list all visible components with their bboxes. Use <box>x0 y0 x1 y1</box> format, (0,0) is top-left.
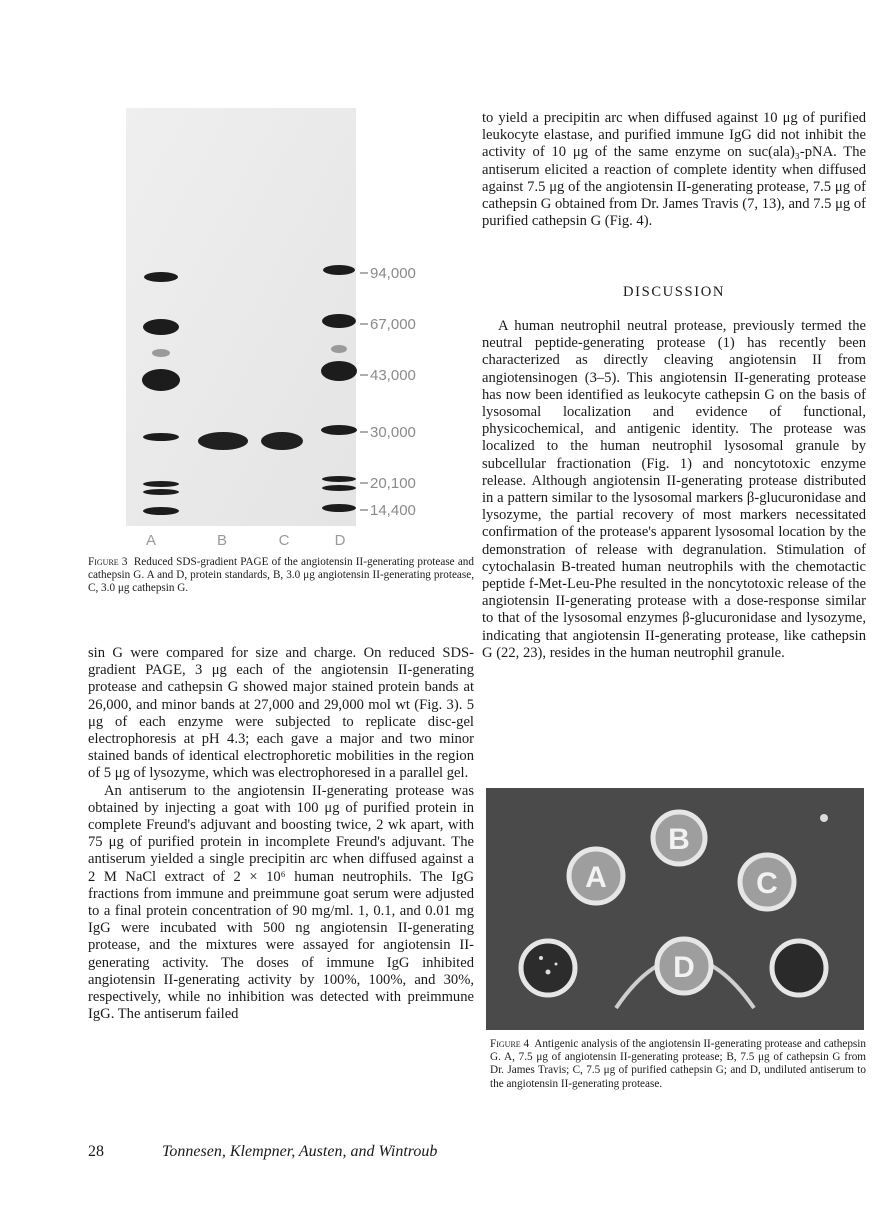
band <box>143 507 179 515</box>
lane-label: D <box>334 532 346 548</box>
paragraph: to yield a precipitin arc when diffused against 10 μg of purified leukocyte elastase, and purified immune IgG did not inhibit the activity of 10 μg of the same enzyme on suc(ala)₃-pNA. The antiserum elicited a reaction of complete identity when diffused against 7.5 μg of the angiotensin II-generating protease, 7.5 μg of cathepsin G obtained from Dr. James Travis (7, 13), and 7.5 μg of purified cathepsin G (Fig. 4). <box>482 110 866 230</box>
band <box>321 361 357 381</box>
marker-label: 30,000 <box>370 424 416 441</box>
well-label: C <box>756 867 778 900</box>
speck <box>539 956 543 960</box>
band <box>144 272 178 282</box>
well-label: B <box>668 823 690 856</box>
lane-label: B <box>216 532 228 548</box>
band <box>143 489 179 495</box>
marker-label: 94,000 <box>370 265 416 282</box>
paragraph: A human neutrophil neutral protease, previously termed the neutral peptide-generating protease (1) has recently been characterized as directly cleaving angiotensin II from angiotensinogen (3–5). This angiotensin II-generating protease has now been identified as leukocyte cathepsin G on the basis of lysosomal localization and evidence of functional, physicochemical, and antigenic identity. The protease was localized to the human neutrophil lysosomal granule by subcellular fractionation (Fig. 1) and noncytotoxic enzyme release. Although angiotensin II-generating protease distributed in a pattern similar to the lysosomal markers β-glucuronidase and lysozyme, the partial recovery of most markers necessitated confirmation of the protease's apparent lysosomal location by the demonstration of release with degranulation. Stimulation of cytochalasin B-treated human neutrophils with the chemotactic peptide f-Met-Leu-Phe resulted in the noncytotoxic release of the angiotensin II-generating protease with a dose-response similar to that of the lysosomal enzymes β-glucuronidase and lysozyme, indicating that angiotensin II-generating protease, like cathepsin G (22, 23), resides in the human neutrophil granule. <box>482 318 866 661</box>
speck <box>546 970 551 975</box>
paragraph: An antiserum to the angiotensin II-generating protease was obtained by injecting a goat with 100 μg of purified protein in complete Freund's adjuvant and boosting twice, 2 wk apart, with 75 μg of purified protein in incomplete Freund's adjuvant. The antiserum yielded a single precipitin arc when diffused against a 2 M NaCl extract of 2 × 10⁶ human neutrophils. The IgG fractions from immune and preimmune goat serum were adjusted to a final protein concentration of 90 mg/ml. 1, 0.1, and 0.01 mg IgG were incubated with 500 ng angiotensin II-generating protease, and the mixtures were assayed for angiotensin II-generating activity. The doses of immune IgG inhibited angiotensin II-generating activity by 100%, 100%, and 30%, respectively, while no inhibition was detected with preimmune IgG. The antiserum failed <box>88 782 474 1023</box>
band <box>322 476 356 482</box>
well-label: A <box>585 861 607 894</box>
gel-background <box>126 108 356 526</box>
section-heading: DISCUSSION <box>623 284 725 300</box>
speck <box>555 963 558 966</box>
figure-4-immunodiffusion <box>486 788 864 1030</box>
band <box>143 319 179 335</box>
paragraph: sin G were compared for size and charge. On reduced SDS-gradient PAGE, 3 μg each of the angiotensin II-generating protease and cathepsin G showed major stained protein bands at 26,000, and minor bands at 27,000 and 29,000 mol wt (Fig. 3). 5 μg of each enzyme were subjected to replicate disc-gel electrophoresis at pH 4.3; each gave a major and two minor stained bands of identical electrophoretic mobilities in the region of 5 μg of lysozyme, which was electrophoresed in a parallel gel. <box>88 645 474 782</box>
right-column-text <box>482 110 866 230</box>
caption-text: Reduced SDS-gradient PAGE of the angiotensin II-generating protease and cathepsin G. A and D, protein standards, B, 3.0 μg angiotensin II-generating protease, C, 3.0 μg cathepsin G. <box>88 556 474 595</box>
band <box>142 369 180 391</box>
band <box>322 485 356 491</box>
running-authors: Tonnesen, Klempner, Austen, and Wintroub <box>162 1143 438 1160</box>
well-empty-left <box>521 941 575 995</box>
lane-label: A <box>145 532 157 548</box>
band <box>322 314 356 328</box>
faint-band <box>331 345 347 353</box>
marker-label: 43,000 <box>370 367 416 384</box>
discussion-text <box>482 318 866 662</box>
caption-text: Antigenic analysis of the angiotensin II-generating protease and cathepsin G. A, 7.5 μg of angiotensin II-generating protease; B, 7.5 μg of cathepsin G from Dr. James Travis; C, 7.5 μg of purified cathepsin G; and D, undiluted antiserum to the angiotensin II-generating protease. <box>490 1038 866 1090</box>
band <box>322 504 356 512</box>
marker-label: 20,100 <box>370 475 416 492</box>
page-footer <box>88 1143 437 1161</box>
page-number: 28 <box>88 1143 104 1160</box>
lane-label: C <box>278 532 290 548</box>
caption-label: Figure 4 <box>490 1038 530 1050</box>
caption-label: Figure 3 <box>88 556 128 568</box>
figure-3-caption <box>88 556 474 596</box>
lane-b-band <box>198 432 248 450</box>
marker-label: 67,000 <box>370 316 416 333</box>
well-label: D <box>673 951 695 984</box>
figure-3-gel <box>126 108 466 548</box>
speck <box>820 814 828 822</box>
well-empty-right <box>772 941 826 995</box>
lane-c-band <box>261 432 303 450</box>
band <box>323 265 355 275</box>
figure-4-caption <box>490 1038 866 1091</box>
faint-band <box>152 349 170 357</box>
marker-label: 14,400 <box>370 502 416 519</box>
band <box>321 425 357 435</box>
band <box>143 481 179 487</box>
band <box>143 433 179 441</box>
left-column-text <box>88 645 474 1023</box>
